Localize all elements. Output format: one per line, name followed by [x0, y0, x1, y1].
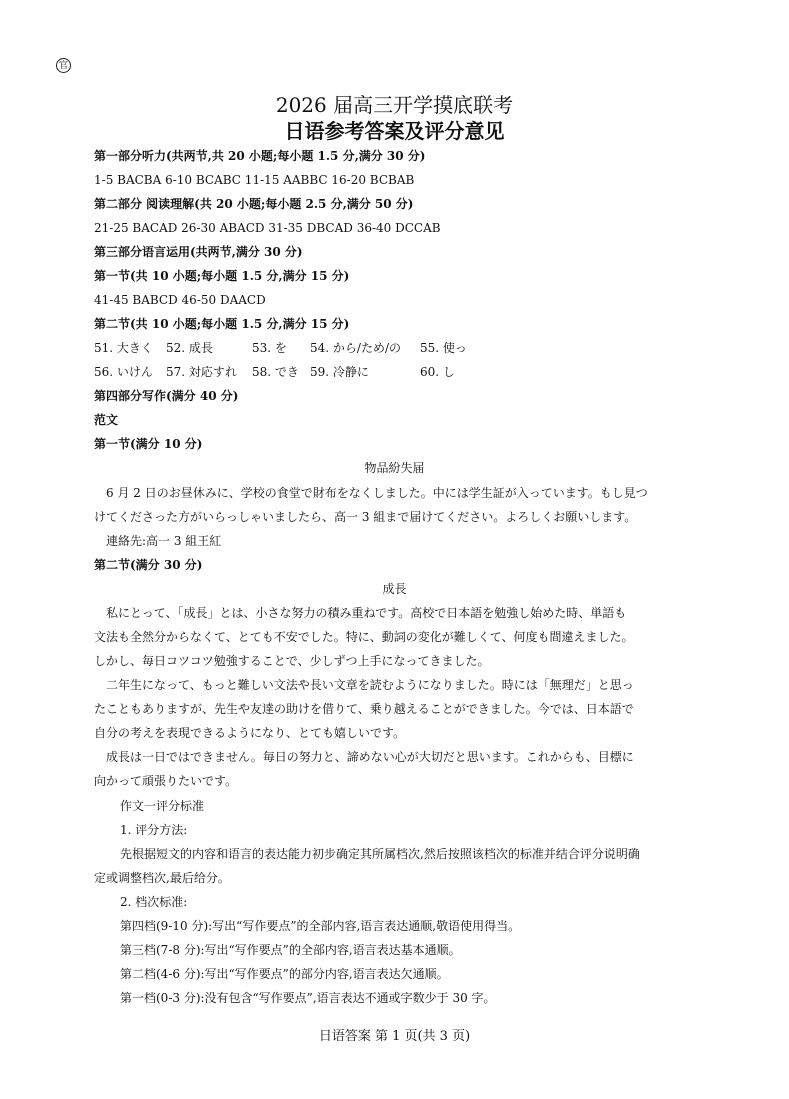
- level-item: 第一档(0-3 分):没有包含“写作要点”,语言表达不通或字数少于 30 字。: [120, 991, 496, 1005]
- part3-section1-heading: 第一节(共 10 小题;每小题 1.5 分,满分 15 分): [94, 269, 350, 283]
- part4-section1-heading: 第一节(满分 10 分): [94, 437, 203, 451]
- essay2-line: 二年生になって、もっと難しい文法や長い文章を読むようになりました。時には「無理だ」と思っ: [94, 678, 634, 692]
- part2-answers: 21-25 BACAD 26-30 ABACD 31-35 DBCAD 36-40 DCCAB: [94, 221, 441, 235]
- fill-answer: 56. いけん: [94, 365, 153, 379]
- essay2-line: たこともありますが、先生や友達の助けを借りて、乗り越えることができました。今では、日本語で: [94, 702, 634, 716]
- fill-answer: 57. 対応すれ: [166, 365, 237, 379]
- fill-answer: 60. し: [420, 365, 455, 379]
- essay2-title: 成長: [382, 582, 407, 596]
- fill-answer: 52. 成長: [166, 341, 213, 355]
- level-item: 第三档(7-8 分):写出“写作要点”的全部内容,语言表达基本通顺。: [120, 943, 461, 957]
- essay2-line: 私にとって、「成長」とは、小さな努力の積み重ねです。高校で日本語を勉強し始めた時、単語も: [94, 606, 627, 620]
- part3-heading: 第三部分语言运用(共两节,满分 30 分): [94, 245, 303, 259]
- essay1-line: けてくださった方がいらっしゃいましたら、高一 3 組まで届けてください。よろしくお願いします。: [94, 510, 637, 524]
- fill-answer: 55. 使っ: [420, 341, 467, 355]
- exam-title: 2026 届高三开学摸底联考: [275, 93, 514, 117]
- fill-answer: 58. でき: [252, 365, 299, 379]
- fill-answer: 59. 冷静に: [310, 365, 369, 379]
- page-footer: 日语答案 第 1 页(共 3 页): [318, 1029, 471, 1044]
- levels-label: 2. 档次标准:: [120, 895, 188, 909]
- sample-label: 范文: [94, 413, 119, 427]
- criteria-title: 作文一评分标准: [120, 799, 205, 813]
- part3-section1-answers: 41-45 BABCD 46-50 DAACD: [94, 293, 266, 307]
- fill-answer: 54. から/ため/の: [310, 341, 401, 355]
- document-subtitle: 日语参考答案及评分意见: [284, 119, 505, 143]
- fill-answer: 53. を: [252, 341, 287, 355]
- essay2-line: しかし、毎日コツコツ勉強することで、少しずつ上手になってきました。: [94, 654, 490, 668]
- part1-answers: 1-5 BACBA 6-10 BCABC 11-15 AABBC 16-20 BCBAB: [94, 173, 415, 187]
- method-text: 先根据短文的内容和语言的表达能力初步确定其所属档次,然后按照该档次的标准并结合评分说明确: [120, 847, 640, 861]
- fill-answer: 51. 大きく: [94, 341, 153, 355]
- part1-heading: 第一部分听力(共两节,共 20 小题;每小题 1.5 分,满分 30 分): [94, 149, 426, 163]
- official-stamp: 官: [56, 58, 71, 73]
- essay1-title: 物品紛失届: [364, 461, 425, 475]
- essay2-line: 成長は一日ではできません。毎日の努力と、諦めない心が大切だと思います。これからも、目標に: [94, 750, 634, 764]
- essay2-line: 自分の考えを表現できるようになり、とても嬉しいです。: [94, 726, 406, 740]
- part4-section2-heading: 第二节(满分 30 分): [94, 558, 203, 572]
- part3-section2-heading: 第二节(共 10 小题;每小题 1.5 分,满分 15 分): [94, 317, 350, 331]
- part4-heading: 第四部分写作(满分 40 分): [94, 389, 239, 403]
- level-item: 第二档(4-6 分):写出“写作要点”的部分内容,语言表达欠通顺。: [120, 967, 449, 981]
- essay2-line: 向かって頑張りたいです。: [94, 774, 238, 788]
- essay2-line: 文法も全然分からなくて、とても不安でした。特に、動詞の変化が難しくて、何度も間違えました。: [94, 630, 634, 644]
- level-item: 第四档(9-10 分):写出“写作要点”的全部内容,语言表达通顺,敬语使用得当。: [120, 919, 521, 933]
- essay1-line: 6 月 2 日のお昼休みに、学校の食堂で財布をなくしました。中には学生証が入っています。もし見つ: [94, 486, 648, 500]
- method-label: 1. 评分方法:: [120, 823, 188, 837]
- part2-heading: 第二部分 阅读理解(共 20 小题;每小题 2.5 分,满分 50 分): [94, 197, 414, 211]
- method-text: 定或调整档次,最后给分。: [94, 871, 230, 885]
- essay1-contact: 連絡先:高一 3 組王紅: [94, 534, 222, 548]
